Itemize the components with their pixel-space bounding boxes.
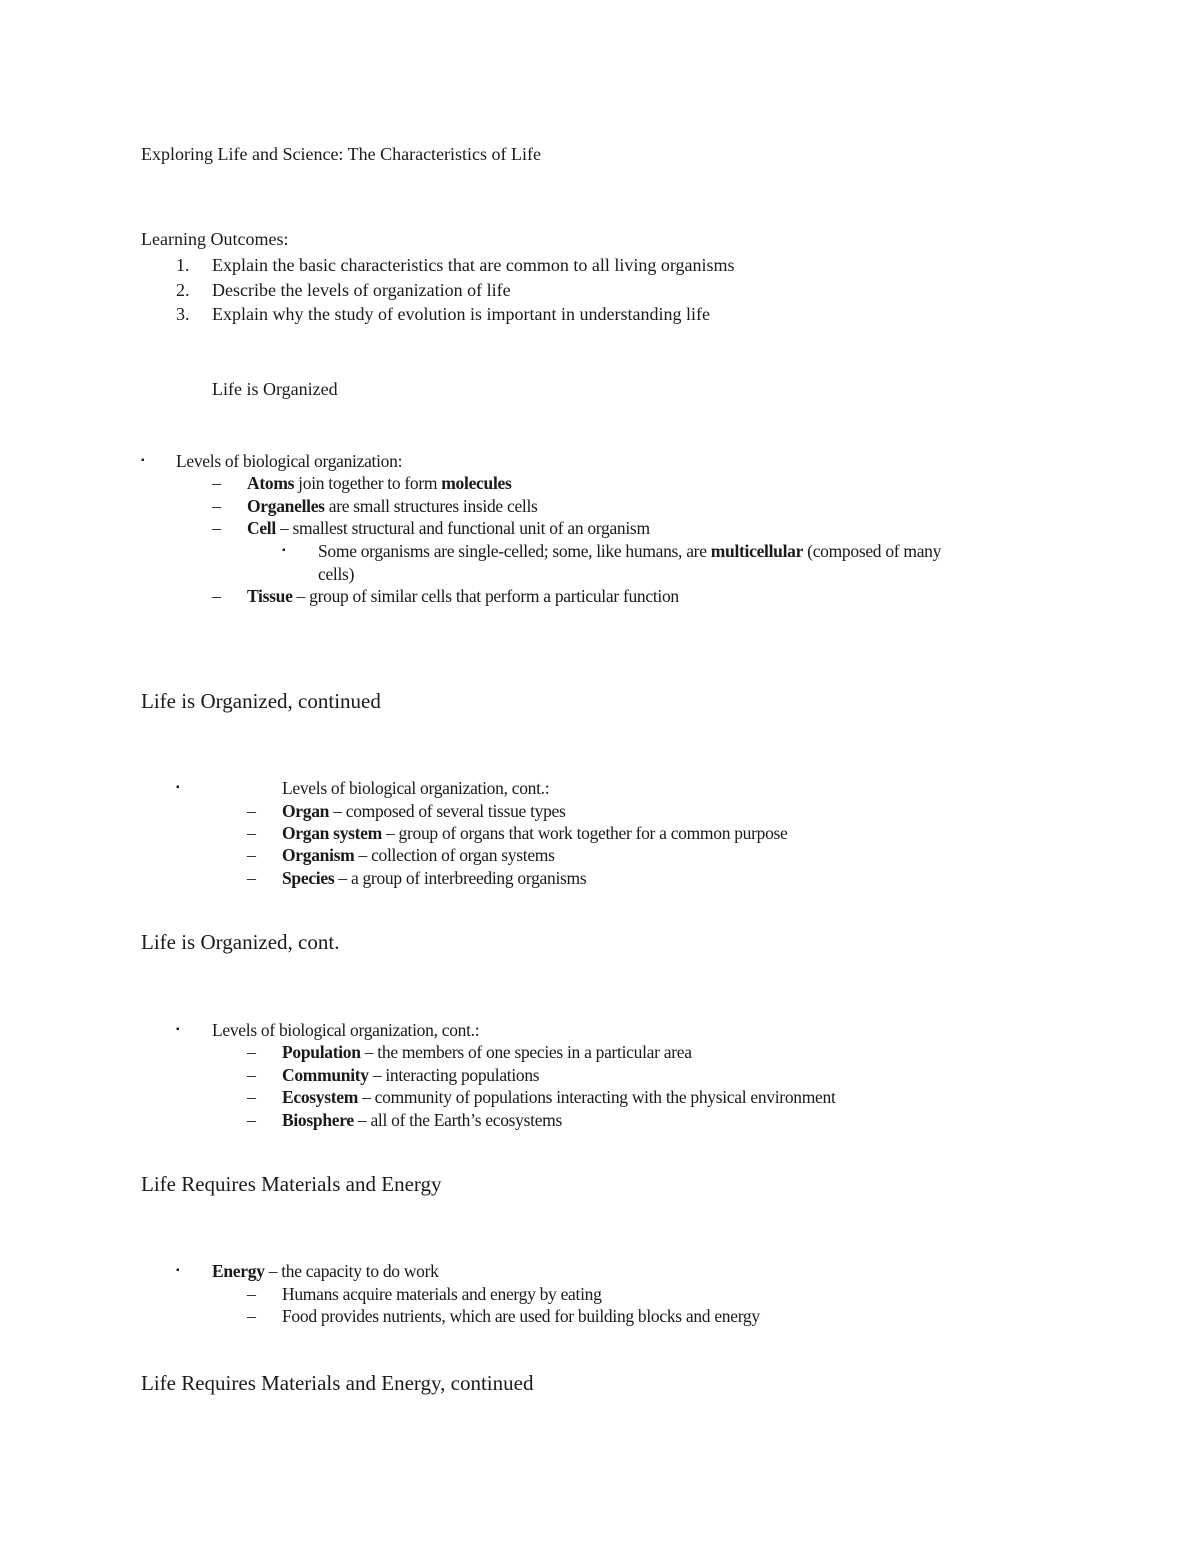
outcome-text: Explain the basic characteristics that are common to all living organisms [212, 255, 735, 275]
dash-icon: – [247, 801, 256, 821]
dash-icon: – [212, 518, 221, 538]
definition: – composed of several tissue types [329, 801, 566, 821]
list-item [247, 585, 679, 607]
dash-icon: – [247, 1110, 256, 1130]
outcome-number: 1. [176, 255, 190, 275]
section-heading: Life is Organized [212, 379, 338, 399]
bullet-icon: ▪ [176, 782, 180, 793]
list-item [282, 1041, 692, 1063]
list-item: Humans acquire materials and energy by eating [282, 1284, 602, 1304]
definition: – the capacity to do work [264, 1261, 439, 1281]
outcome-text: Explain why the study of evolution is important in understanding life [212, 304, 710, 324]
definition: – all of the Earth’s ecosystems [353, 1110, 562, 1130]
term: Organelles [247, 496, 325, 516]
bullet-text: Levels of biological organization: [176, 451, 403, 471]
document-title: Exploring Life and Science: The Characteristics of Life [141, 144, 542, 164]
dash-icon: – [212, 473, 221, 493]
dash-icon: – [247, 1042, 256, 1062]
definition: – smallest structural and functional unit of an organism [275, 518, 650, 538]
list-item [282, 867, 586, 889]
dash-icon: – [247, 823, 256, 843]
term: Ecosystem [282, 1087, 359, 1107]
dash-icon: – [247, 1284, 256, 1304]
definition: – group of organs that work together for a common purpose [381, 823, 788, 843]
list-item: Food provides nutrients, which are used for building blocks and energy [282, 1306, 760, 1326]
section-heading: Life Requires Materials and Energy, continued [141, 1371, 534, 1395]
bullet-icon: ▪ [176, 1265, 180, 1276]
bullet-text: Levels of biological organization, cont.: [282, 778, 550, 798]
sub-item-pre: Some organisms are single-celled; some, like humans, are [318, 541, 711, 561]
list-item [247, 495, 538, 517]
sub-item [318, 540, 941, 562]
dash-icon: – [247, 868, 256, 888]
definition: – group of similar cells that perform a particular function [292, 586, 679, 606]
term: Organism [282, 845, 355, 865]
list-item [282, 1064, 539, 1086]
outcome-text: Describe the levels of organization of life [212, 280, 511, 300]
dash-icon: – [247, 1087, 256, 1107]
dash-icon: – [212, 496, 221, 516]
list-item [247, 517, 650, 539]
bullet-icon: ▪ [176, 1024, 180, 1035]
list-item [282, 1109, 562, 1131]
sub-item-post: (composed of many [803, 541, 942, 561]
term: Organ system [282, 823, 382, 843]
term: Biosphere [282, 1110, 354, 1130]
bullet-text [212, 1260, 439, 1282]
section-heading: Life is Organized, cont. [141, 930, 340, 954]
list-item [282, 800, 566, 822]
term: Atoms [247, 473, 295, 493]
dash-icon: – [212, 586, 221, 606]
list-item [282, 822, 788, 844]
bullet-text: Levels of biological organization, cont.: [212, 1020, 480, 1040]
term: Community [282, 1065, 369, 1085]
definition: – community of populations interacting with the physical environment [358, 1087, 836, 1107]
section-heading: Life is Organized, continued [141, 689, 381, 713]
term: Tissue [247, 586, 293, 606]
term: Organ [282, 801, 330, 821]
term: Cell [247, 518, 276, 538]
definition: – a group of interbreeding organisms [334, 868, 587, 888]
definition: join together to form [294, 473, 442, 493]
list-item [282, 1086, 836, 1108]
dash-icon: – [247, 1306, 256, 1326]
outcome-number: 2. [176, 280, 190, 300]
section-heading: Life Requires Materials and Energy [141, 1172, 442, 1196]
list-item [282, 844, 555, 866]
list-item [247, 472, 511, 494]
term: molecules [441, 473, 512, 493]
definition: – the members of one species in a particular area [360, 1042, 692, 1062]
outcomes-heading: Learning Outcomes: [141, 229, 289, 249]
bullet-icon: ▪ [282, 545, 286, 556]
term: Population [282, 1042, 361, 1062]
definition: are small structures inside cells [324, 496, 538, 516]
outcome-number: 3. [176, 304, 190, 324]
definition: – interacting populations [368, 1065, 540, 1085]
dash-icon: – [247, 1065, 256, 1085]
term: Species [282, 868, 335, 888]
sub-item-continuation: cells) [318, 564, 355, 584]
dash-icon: – [247, 845, 256, 865]
definition: – collection of organ systems [354, 845, 555, 865]
term: multicellular [710, 541, 804, 561]
term: Energy [212, 1261, 265, 1281]
bullet-icon: ▪ [141, 455, 145, 466]
